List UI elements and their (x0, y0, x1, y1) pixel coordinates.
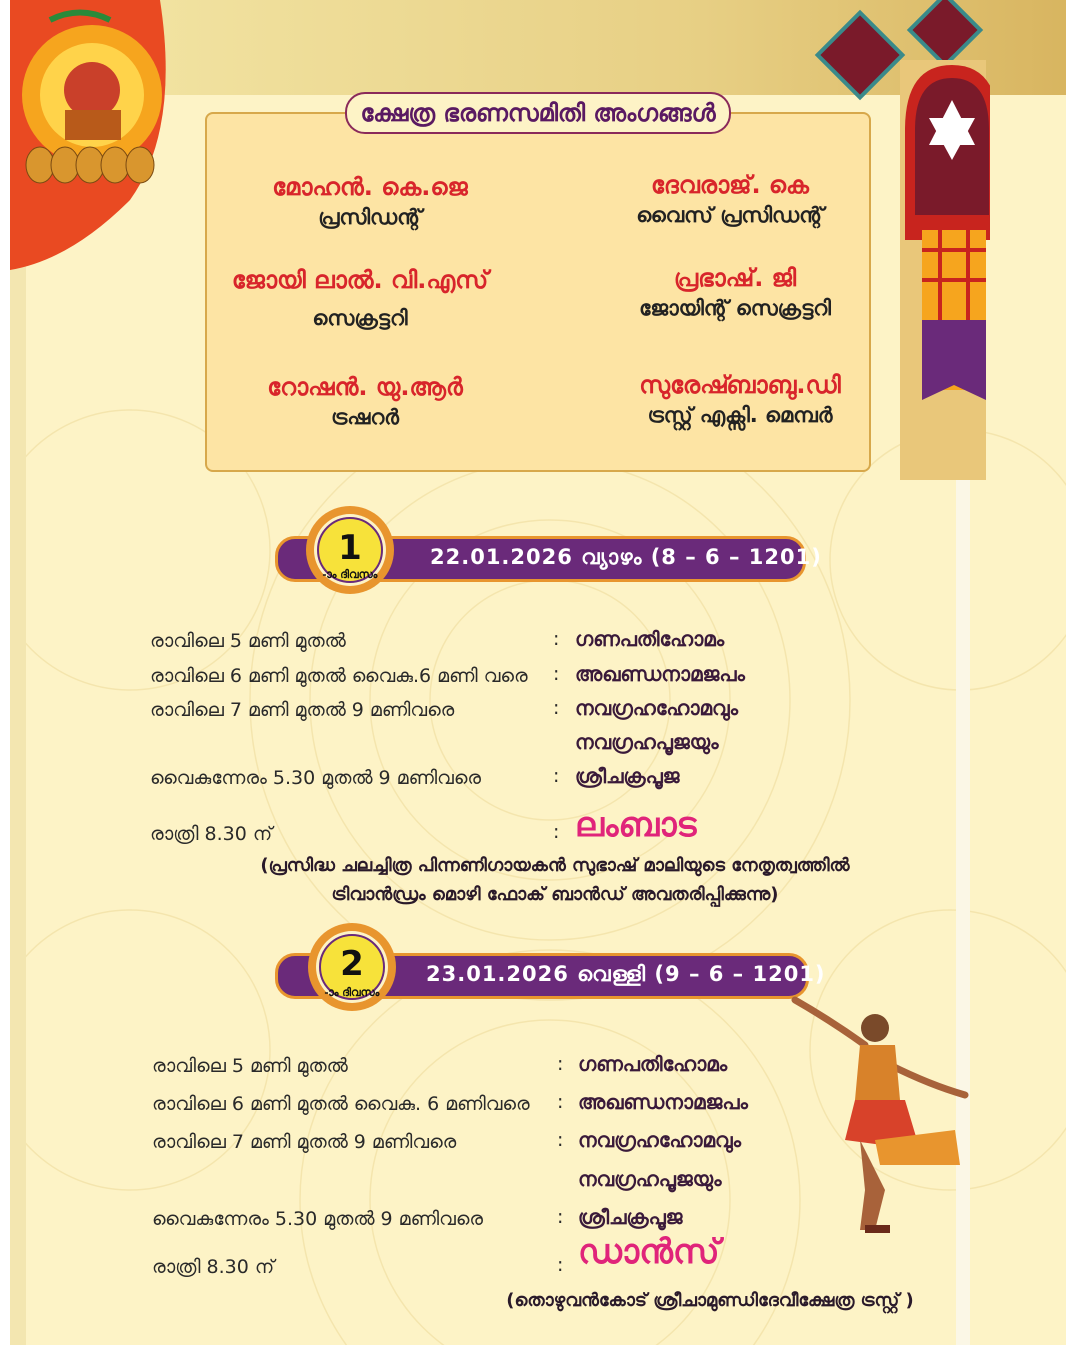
schedule-event: ഗണപതിഹോമം (578, 1052, 728, 1076)
committee-title: ക്ഷേത്ര ഭരണസമിതി അംഗങ്ങൾ (345, 92, 731, 134)
day1-date: 22.01.2026 വ്യാഴം (8 – 6 – 1201) (430, 545, 822, 569)
schedule-time: രാത്രി 8.30 ന് (152, 1256, 275, 1278)
member-role: ട്രസ്റ്റ് എക്സി. മെമ്പർ (647, 403, 833, 427)
member-name: പ്രഭാഷ്. ജി (673, 264, 797, 292)
member-role: പ്രസിഡന്റ് (318, 205, 422, 229)
member-role: ട്രഷറർ (331, 405, 399, 429)
schedule-event: നവഗ്രഹപൂജയും (575, 730, 719, 754)
member-president (220, 172, 520, 232)
schedule-time: രാവിലെ 6 മണി മുതൽ വൈകു. 6 മണിവരെ (152, 1093, 530, 1115)
day1-number: 1 (338, 528, 362, 568)
day2-label: -ാം ദിവസം (324, 986, 380, 999)
colon: : (557, 1206, 564, 1228)
schedule-time: രാവിലെ 6 മണി മുതൽ വൈകു.6 മണി വരെ (150, 665, 528, 687)
day1-note-line1: (പ്രസിദ്ധ ചലച്ചിത്ര പിന്നണിഗായകൻ സുഭാഷ് മാലിയുടെ നേതൃത്വത്തിൽ (260, 855, 850, 876)
highlight-event: ഡാൻസ് (578, 1232, 720, 1272)
member-treasurer (215, 372, 515, 432)
colon: : (557, 1129, 564, 1151)
member-joint-secretary (585, 263, 885, 323)
schedule-event: അഖണ്ഡനാമജപം (578, 1090, 748, 1114)
member-role: വൈസ് പ്രസിഡന്റ് (636, 203, 824, 227)
sun-deity-emblem (10, 0, 180, 270)
dancer-illustration (780, 990, 980, 1250)
schedule-time: വൈകുന്നേരം 5.30 മുതൽ 9 മണിവരെ (152, 1208, 484, 1230)
day2-note: (തൊഴുവൻകോട് ശ്രീചാമുണ്ഡിദേവീക്ഷേത്ര ട്രസ്റ്റ് ) (506, 1290, 914, 1311)
colon: : (553, 821, 560, 843)
member-role: ജോയിന്റ് സെക്രട്ടറി (639, 296, 831, 320)
member-name: ദേവരാജ്. കെ (651, 171, 809, 199)
schedule-event: ഗണപതിഹോമം (575, 627, 725, 651)
colon: : (557, 1254, 564, 1276)
colon: : (553, 628, 560, 650)
schedule-time: രാവിലെ 7 മണി മുതൽ 9 മണിവരെ (152, 1131, 457, 1153)
day1-note-line2: ട്രിവാൻഡ്രം മൊഴി ഫോക് ബാൻഡ് അവതരിപ്പിക്കുന്നു) (331, 884, 779, 905)
schedule-time: രാവിലെ 5 മണി മുതൽ (152, 1055, 348, 1077)
schedule-event: അഖണ്ഡനാമജപം (575, 662, 745, 686)
member-name: സുരേഷ്ബാബു.ഡി (639, 371, 841, 399)
day1-label: -ാം ദിവസം (322, 568, 378, 581)
colon: : (553, 765, 560, 787)
member-secretary (210, 265, 510, 333)
schedule-event: നവഗ്രഹഹോമവും (575, 696, 738, 720)
day2-date: 23.01.2026 വെള്ളി (9 – 6 – 1201) (426, 962, 826, 986)
schedule-time: രാവിലെ 7 മണി മുതൽ 9 മണിവരെ (150, 699, 455, 721)
member-name: ജോയി ലാൽ. വി.എസ് (231, 266, 489, 294)
schedule-event: നവഗ്രഹഹോമവും (578, 1128, 741, 1152)
schedule-event: ശ്രീചക്രപൂജ (578, 1205, 683, 1229)
schedule-time: വൈകുന്നേരം 5.30 മുതൽ 9 മണിവരെ (150, 767, 482, 789)
member-name: റോഷൻ. യു.ആർ (267, 373, 463, 401)
member-name: മോഹൻ. കെ.ജെ (272, 173, 468, 201)
day2-number: 2 (340, 944, 364, 984)
schedule-time: രാവിലെ 5 മണി മുതൽ (150, 630, 346, 652)
colon: : (557, 1091, 564, 1113)
colon: : (553, 697, 560, 719)
schedule-event: ശ്രീചക്രപൂജ (575, 764, 680, 788)
highlight-event: ലംബാട (575, 805, 697, 845)
member-vice-president (580, 170, 880, 230)
colon: : (557, 1053, 564, 1075)
member-role: സെക്രട്ടറി (312, 306, 408, 330)
member-trust-executive (590, 370, 890, 430)
schedule-event: നവഗ്രഹപൂജയും (578, 1167, 722, 1191)
schedule-time: രാത്രി 8.30 ന് (150, 823, 273, 845)
colon: : (553, 663, 560, 685)
brochure-page (10, 0, 1066, 1345)
